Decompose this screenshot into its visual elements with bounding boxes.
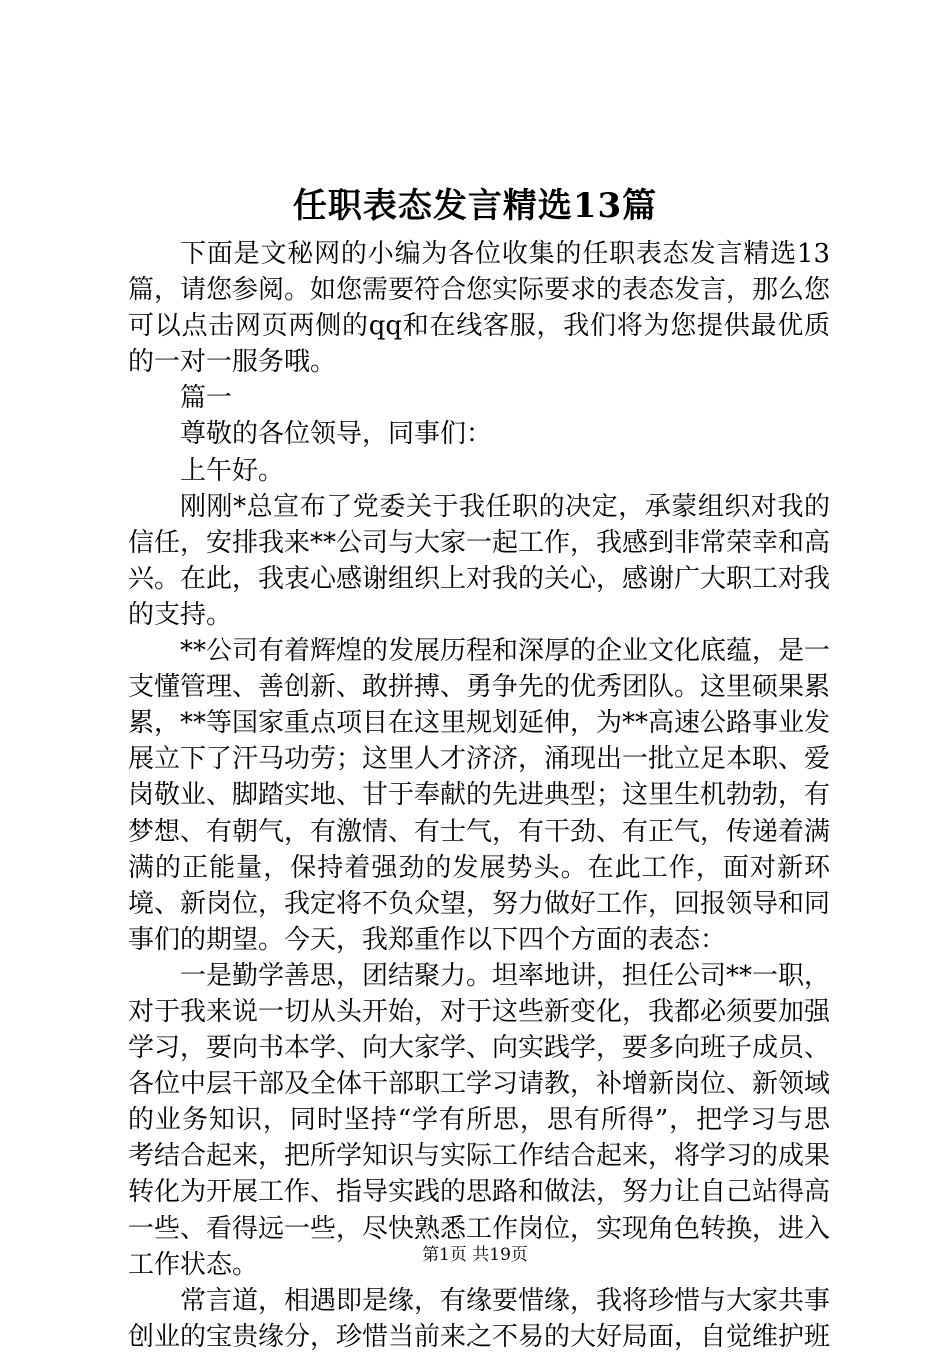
body-paragraph: 刚刚*总宣布了党委关于我任职的决定，承蒙组织对我的信任，安排我来**公司与大家一起工作，我感到非常荣幸和高兴。在此，我衷心感谢组织上对我的关心，感谢广大职工对我的支持。 (128, 491, 831, 630)
document-title: 任职表态发言精选13篇 (292, 186, 658, 226)
body-paragraph: 常言道，相遇即是缘，有缘要惜缘，我将珍惜与大家共事创业的宝贵缘分，珍惜当前来之不易的大好局面，自觉维护班 (128, 1285, 831, 1352)
body-paragraph: **公司有着辉煌的发展历程和深厚的企业文化底蕴，是一支懂管理、善创新、敢拼搏、勇争先的优秀团队。这里硕果累累，**等国家重点项目在这里规划延伸，为**高速公路事业发展立下了汗马功劳；这里人才济济，涌现出一批立足本职、爱岗敬业、脚踏实地、甘于奉献的先进典型；这里生机勃勃，有梦想、有朝气，有激情、有士气，有干劲、有正气，传递着满满的正能量，保持着强劲的发展势头。在此工作，面对新环境、新岗位，我定将不负众望，努力做好工作，回报领导和同事们的期望。今天，我郑重作以下四个方面的表态： (128, 636, 831, 955)
section-heading: 篇一 (180, 383, 233, 414)
body-paragraph: 一是勤学善思，团结聚力。坦率地讲，担任公司**一职，对于我来说一切从头开始，对于这些新变化，我都必须要加强学习，要向书本学、向大家学、向实践学，要多向班子成员、各位中层干部及全体干部职工学习请教，补增新岗位、新领域的业务知识，同时坚持“学有所思，思有所得”，把学习与思考结合起来，把所学知识与实际工作结合起来，将学习的成果转化为开展工作、指导实践的思路和做法，努力让自己站得高一些、看得远一些，尽快熟悉工作岗位，实现角色转换，进入工作状态。 (128, 960, 831, 1280)
intro-paragraph: 下面是文秘网的小编为各位收集的任职表态发言精选13篇，请您参阅。如您需要符合您实际要求的表态发言，那么您可以点击网页两侧的qq和在线客服，我们将为您提供最优质的一对一服务哦。 (128, 239, 831, 378)
greeting: 上午好。 (180, 455, 285, 486)
document-body (128, 236, 830, 1355)
page-footer: 第1页 共19页 (422, 1245, 528, 1265)
salutation: 尊敬的各位领导，同事们： (180, 419, 493, 450)
